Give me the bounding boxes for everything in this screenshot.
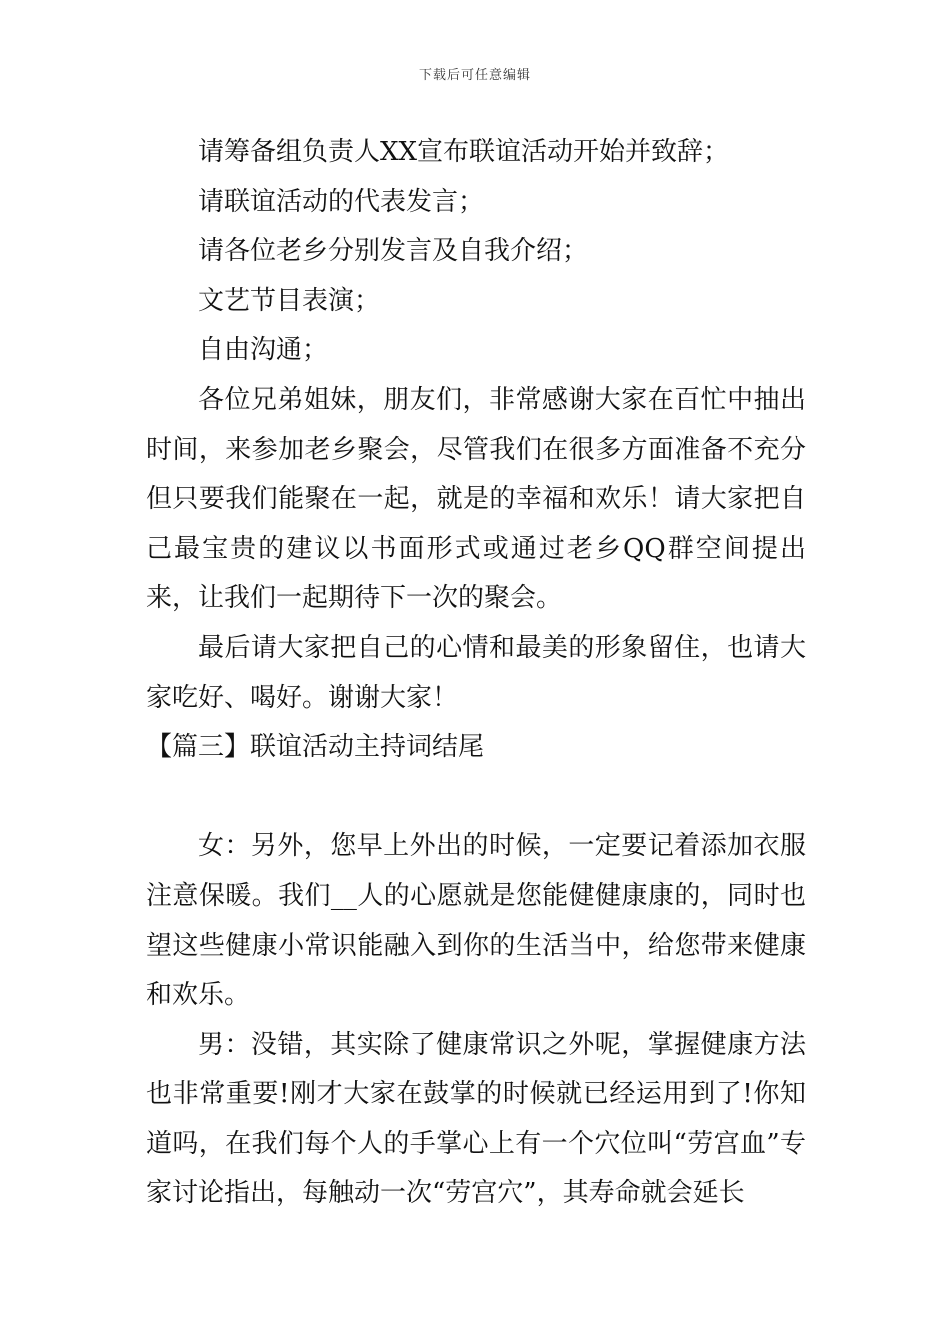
paragraph: 各位兄弟姐妹，朋友们，非常感谢大家在百忙中抽出时间，来参加老乡聚会，尽管我们在很多方面准备不充分但只要我们能聚在一起，就是的幸福和欢乐！请大家把自己最宝贵的建议以书面形式或通过老乡QQ群空间提出来，让我们一起期待下一次的聚会。 xyxy=(146,384,806,614)
paragraph: 请联谊活动的代表发言； xyxy=(198,186,485,217)
paragraph: 文艺节目表演； xyxy=(198,285,381,316)
paragraph: 请各位老乡分别发言及自我介绍； xyxy=(198,236,589,267)
document-body xyxy=(146,128,806,1219)
paragraph: 最后请大家把自己的心情和最美的形象留住，也请大家吃好、喝好。谢谢大家！ xyxy=(146,632,806,713)
page-header: 下载后可任意编辑 xyxy=(418,68,531,83)
paragraph: 请筹备组负责人XX宣布联谊活动开始并致辞； xyxy=(198,137,730,167)
section-heading: 【篇三】联谊活动主持词结尾 xyxy=(146,732,485,763)
dialogue-paragraph: 男：没错，其实除了健康常识之外呢，掌握健康方法也非常重要!刚才大家在鼓掌的时候就已经运用到了!你知道吗，在我们每个人的手掌心上有一个穴位叫“劳宫血”专家讨论指出，每触动一次“劳宫穴”，其寿命就会延长 xyxy=(146,1029,806,1209)
dialogue-paragraph: 女：另外，您早上外出的时候，一定要记着添加衣服注意保暖。我们__人的心愿就是您能健健康康的，同时也望这些健康小常识能融入到你的生活当中，给您带来健康和欢乐。 xyxy=(146,831,806,1011)
paragraph: 自由沟通； xyxy=(198,335,329,366)
blank-line xyxy=(146,773,806,823)
